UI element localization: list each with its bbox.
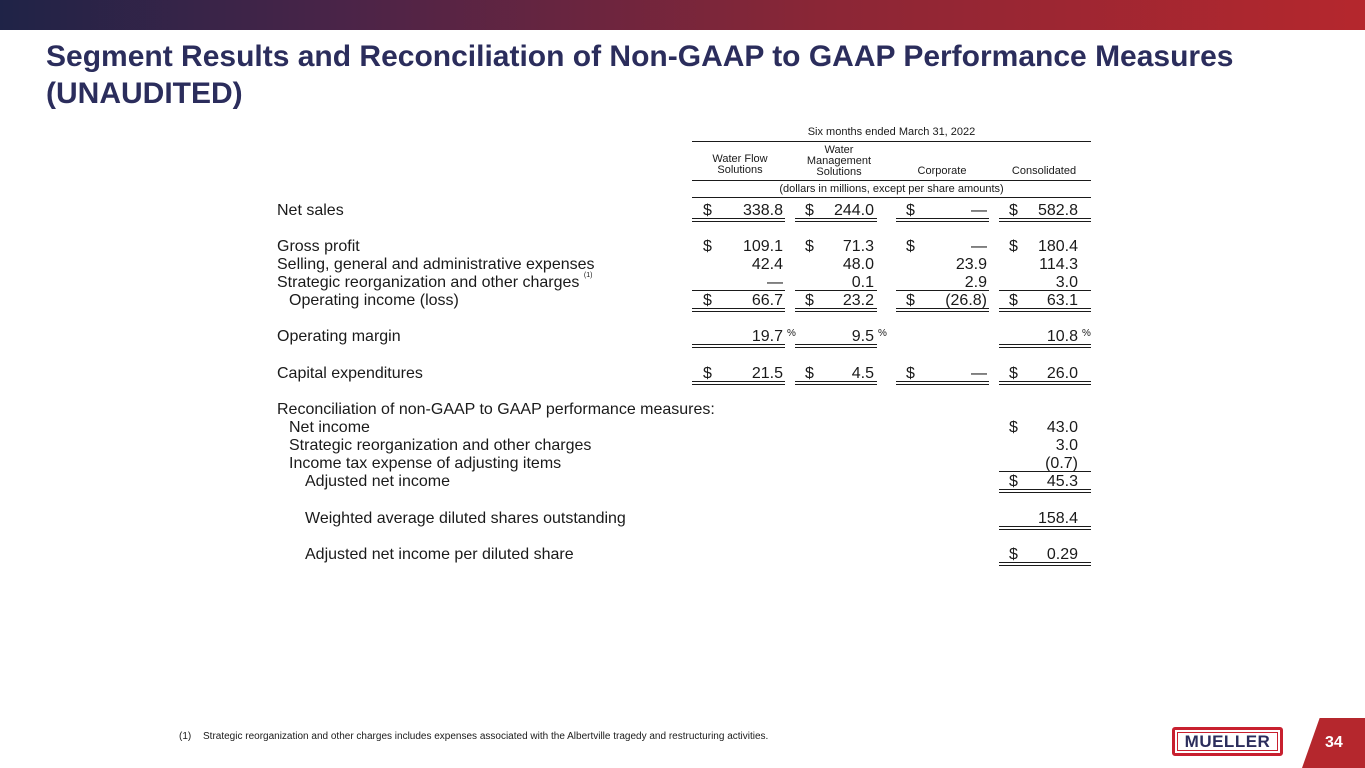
- row-label: Gross profit: [277, 238, 360, 255]
- cell-value: 48.0: [842, 256, 874, 273]
- cell-value: 43.0: [1046, 419, 1078, 436]
- underline: [692, 290, 785, 291]
- cell-value: 9.5: [851, 328, 874, 345]
- footnote: [179, 731, 768, 742]
- logo-text: MUELLER: [1184, 731, 1271, 751]
- footnote-mark: (1): [179, 731, 192, 742]
- percent-sign: %: [1082, 328, 1091, 339]
- double-underline: [795, 218, 877, 222]
- row-label: Net income: [289, 419, 370, 436]
- row-label: Adjusted net income per diluted share: [305, 546, 574, 563]
- double-underline: [795, 308, 877, 312]
- cell-value: 66.7: [751, 292, 783, 309]
- row-label: Operating margin: [277, 328, 401, 345]
- cell-value: 109.1: [742, 238, 783, 255]
- currency-symbol: $: [906, 238, 915, 255]
- row-label: Income tax expense of adjusting items: [289, 455, 562, 472]
- top-gradient-bar: [0, 0, 1365, 30]
- row-label: Operating income (loss): [289, 292, 459, 309]
- double-underline: [896, 218, 989, 222]
- underline: [999, 290, 1091, 291]
- units-note: (dollars in millions, except per share amounts): [779, 183, 1004, 195]
- double-underline: [692, 308, 785, 312]
- cell-value: 71.3: [842, 238, 874, 255]
- cell-value: 2.9: [964, 274, 987, 291]
- cell-value: —: [971, 238, 987, 255]
- cell-value: 3.0: [1055, 437, 1078, 454]
- cell-value: —: [971, 365, 987, 382]
- cell-value: 0.1: [851, 274, 874, 291]
- underline: [795, 290, 877, 291]
- cell-value: 63.1: [1046, 292, 1078, 309]
- currency-symbol: $: [1009, 292, 1018, 309]
- double-underline: [999, 344, 1091, 348]
- currency-symbol: $: [1009, 365, 1018, 382]
- row-label: Adjusted net income: [305, 473, 450, 490]
- cell-value: (0.7): [1045, 455, 1078, 472]
- currency-symbol: $: [1009, 419, 1018, 436]
- cell-value: 0.29: [1046, 546, 1078, 563]
- cell-value: 338.8: [742, 202, 783, 219]
- cell-value: 26.0: [1046, 365, 1078, 382]
- currency-symbol: $: [1009, 202, 1018, 219]
- cell-value: —: [971, 202, 987, 219]
- cell-value: 21.5: [751, 365, 783, 382]
- column-header: Water Flow Solutions: [712, 153, 768, 176]
- underline: [692, 197, 1091, 198]
- double-underline: [999, 526, 1091, 530]
- row-label: Weighted average diluted shares outstanding: [305, 510, 626, 527]
- currency-symbol: $: [805, 238, 814, 255]
- currency-symbol: $: [906, 365, 915, 382]
- column-header: Consolidated: [1011, 165, 1077, 177]
- footnote-ref: (1): [583, 272, 593, 279]
- currency-symbol: $: [805, 365, 814, 382]
- period-header: Six months ended March 31, 2022: [807, 126, 976, 138]
- footnote-text: Strategic reorganization and other charges includes expenses associated with the Albertville tragedy and restructuring activities.: [203, 731, 769, 742]
- mueller-logo: [1172, 727, 1283, 756]
- column-header: Water Management Solutions: [806, 144, 872, 178]
- double-underline: [896, 381, 989, 385]
- double-underline: [795, 381, 877, 385]
- cell-value: 244.0: [833, 202, 874, 219]
- cell-value: 42.4: [751, 256, 783, 273]
- row-label: Net sales: [277, 202, 344, 219]
- row-label: Selling, general and administrative expenses: [277, 256, 595, 273]
- double-underline: [999, 381, 1091, 385]
- currency-symbol: $: [703, 292, 712, 309]
- double-underline: [999, 489, 1091, 493]
- double-underline: [999, 218, 1091, 222]
- currency-symbol: $: [703, 238, 712, 255]
- page-title: Segment Results and Reconciliation of Non-GAAP to GAAP Performance Measures (UNAUDITED): [46, 40, 1234, 110]
- currency-symbol: $: [1009, 238, 1018, 255]
- underline: [692, 180, 1091, 181]
- row-label: Strategic reorganization and other charges $^{(1)}$: [277, 272, 593, 291]
- currency-symbol: $: [1009, 473, 1018, 490]
- underline: [692, 141, 1091, 142]
- cell-value: 582.8: [1037, 202, 1078, 219]
- currency-symbol: $: [906, 292, 915, 309]
- currency-symbol: $: [703, 365, 712, 382]
- cell-value: (26.8): [945, 292, 987, 309]
- cell-value: 4.5: [851, 365, 874, 382]
- double-underline: [999, 562, 1091, 566]
- cell-value: —: [767, 274, 783, 291]
- currency-symbol: $: [1009, 546, 1018, 563]
- underline: [896, 290, 989, 291]
- cell-value: 23.2: [842, 292, 874, 309]
- percent-sign: %: [878, 328, 887, 339]
- cell-value: 114.3: [1039, 256, 1078, 273]
- column-header: Corporate: [917, 165, 967, 177]
- cell-value: 10.8: [1046, 328, 1078, 345]
- percent-sign: %: [787, 328, 796, 339]
- currency-symbol: $: [703, 202, 712, 219]
- row-label: Strategic reorganization and other charges: [289, 437, 592, 454]
- currency-symbol: $: [805, 292, 814, 309]
- cell-value: 180.4: [1037, 238, 1078, 255]
- cell-value: 23.9: [955, 256, 987, 273]
- double-underline: [692, 218, 785, 222]
- currency-symbol: $: [906, 202, 915, 219]
- double-underline: [999, 308, 1091, 312]
- underline: [999, 471, 1091, 472]
- double-underline: [896, 308, 989, 312]
- double-underline: [692, 344, 785, 348]
- cell-value: 158.4: [1037, 510, 1078, 527]
- double-underline: [692, 381, 785, 385]
- cell-value: 19.7: [751, 328, 783, 345]
- cell-value: 3.0: [1055, 274, 1078, 291]
- cell-value: 45.3: [1046, 473, 1078, 490]
- currency-symbol: $: [805, 202, 814, 219]
- row-label: Capital expenditures: [277, 365, 423, 382]
- page-number: 34: [1325, 734, 1343, 751]
- double-underline: [795, 344, 877, 348]
- reconciliation-heading: Reconciliation of non-GAAP to GAAP performance measures:: [277, 401, 715, 418]
